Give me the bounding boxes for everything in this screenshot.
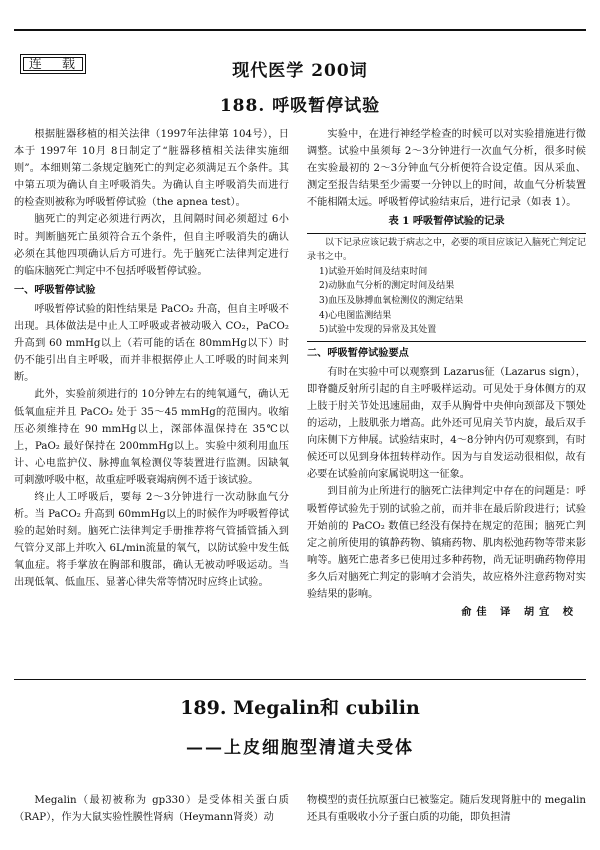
article-left-column [14, 126, 289, 592]
table-item: 3)血压及脉搏血氧检测仪的测定结果 [319, 295, 464, 306]
article-divider [14, 679, 586, 680]
article2-left-column [14, 792, 289, 826]
table-item: 1)试验开始时间及结束时间 [319, 266, 428, 277]
paragraph: 实验中，在进行神经学检查的时候可以对实验措施进行微调整。试验中虽须每 2～3分钟进行一次血气分析，很多时候在实验最初的 2～3分钟血气分析便符合设定值。因从采血、测定至报告结果至少需要一分钟以上的时间，故血气分析装置不能相隔太远。呼吸暂停试验结束后，进行记录（如表 1）。 [307, 129, 586, 209]
section-heading: 二、呼吸暂停试验要点 [307, 346, 409, 359]
article-title: 188. 呼吸暂停试验 [219, 96, 381, 116]
article2-title: 189. Megalin和 cubilin [180, 697, 420, 719]
paragraph: 此外，实验前须进行的 10分钟左右的纯氧通气，确认无低氧血症并且 PaCO₂ 处于 35～45 mmHg的范围内。收缩压必须维持在 90 mmHg以上，深部体温保持在 35℃以上，PaO₂ 最好保持在 200mmHg以上。实验中须利用血压计、心电监护仪、脉搏血氧检测仪等装置进行监测。因缺氧可刺激呼吸中枢，故重症呼吸衰竭病例不适于该试验。 [14, 389, 289, 486]
paragraph: 脑死亡的判定必须进行两次，且间隔时间必须超过 6小时。判断脑死亡虽须符合五个条件，但自主呼吸消失的确认必须在其他四项确认后方可进行。先于脑死亡法律判定进行的临床脑死亡判定中不包括呼吸暂停试验。 [14, 214, 289, 277]
top-rule [14, 29, 586, 31]
paragraph: 物模型的责任抗原蛋白已被鉴定。随后发现肾脏中的 megalin还具有重吸收小分子蛋白质的功能，即负担清 [307, 795, 586, 824]
article2-right-column [307, 792, 586, 826]
paragraph: 有时在实验中可以观察到 Lazarus征（Lazarus sign），即脊髓反射所引起的自主呼吸样运动。可见处于身体侧方的双上肢于肘关节处迅速屈曲，双手从胸骨中央伸向颈部及下颚处的运动，上肢肌张力增高。此外还可见肩关节内旋，最后双手向床侧下方伸展。试验结束时，4～8分钟内仍可观察到，有时候还可以见到身体扭转样动作。因为与自发运动很相似，故有必要在试验前向家属说明这一征象。 [307, 366, 586, 481]
table-item: 5)试验中发现的异常及其处置 [319, 325, 437, 336]
translator-signature: 俞佳 译 胡宜 校 [461, 606, 578, 619]
table-item: 2)动脉血气分析的测定时间及结果 [319, 281, 455, 292]
table-item: 4)心电图监测结果 [319, 310, 392, 321]
page-header-title: 现代医学 200词 [232, 61, 368, 81]
paragraph: 根据脏器移植的相关法律（1997年法律第 104号），日本于 1997年 10月 8日制定了“脏器移植相关法律实施细则”。本细则第二条规定脑死亡的判定必须满足五个条件。其中第五项为确认自主呼吸消失。为确认自主呼吸消失而进行的检查则被称为呼吸暂停试验（the apnea test）。 [14, 129, 289, 209]
paragraph: 呼吸暂停试验的阳性结果是 PaCO₂ 升高，但自主呼吸不出现。具体做法是中止人工呼吸或者被动吸入 CO₂，PaCO₂ 升高到 60 mmHg以上（若可能的话在 80mmHg以下）时仍不能引出自主呼吸，而并非根据停止人工呼吸的时间来判断。 [14, 303, 289, 384]
table-intro: 以下记录应该记载于病志之中，必要的项目应该记入脑死亡判定记录书之中。 [307, 237, 587, 263]
serial-tag: 连 载 [20, 54, 86, 74]
section-heading: 一、呼吸暂停试验 [14, 283, 96, 296]
paragraph: 到目前为止所进行的脑死亡法律判定中存在的问题是：呼吸暂停试验先于别的试验之前，而并非在最后阶段进行；试验开始前的 PaCO₂ 数值已经没有保持在规定的范围；脑死亡判定之前所使用的镇静药物、镇痛药物、肌肉松弛药物等带来影响等。脑死亡患者多已使用过多种药物，尚无证明确药物停用多久后对脑死亡判定的影响才会消失，故应格外注意药物对实验结果的影响。 [307, 486, 586, 601]
table-title: 表 1 呼吸暂停试验的记录 [388, 215, 505, 228]
article-right-column [307, 126, 586, 621]
article2-subtitle: ——上皮细胞型清道夫受体 [186, 738, 414, 758]
record-table [307, 233, 586, 342]
paragraph: Megalin（最初被称为 gp330）是受体相关蛋白质（RAP），作为大鼠实验性膜性肾病（Heymann肾炎）动 [14, 795, 289, 824]
paragraph: 终止人工呼吸后，要每 2～3分钟进行一次动脉血气分析。当 PaCO₂ 升高到 60mmHg以上的时候作为呼吸暂停试验的起始时刻。脑死亡法律判定手册推荐将气管插管插入到气管分叉部上并吹入 6L/min流量的氧气，以防试验中发生低氧血症。将手掌放在胸部和腹部，确认无被动呼吸运动。当出现低氧、低血压、显著心律失常等情况时应终止试验。 [14, 491, 289, 589]
